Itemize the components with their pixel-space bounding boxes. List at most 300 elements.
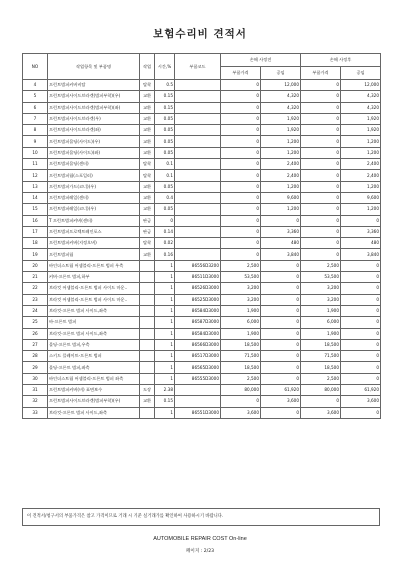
cell-b-labor: 480 — [341, 238, 381, 249]
cell-b-price: 1,900 — [301, 305, 341, 316]
cell-desc: 프런트범퍼프로텍트레인포스 — [48, 226, 140, 237]
cell-desc: 브라킷-프론트 범퍼 사이드,좌측 — [48, 328, 140, 339]
cell-a-labor: 61,920 — [261, 385, 301, 396]
cell-code — [175, 136, 221, 147]
cell-work: 판금 — [140, 226, 155, 237]
cell-b-labor: 9,600 — [341, 192, 381, 203]
cell-a-price: 0 — [221, 192, 261, 203]
cell-b-labor: 4,320 — [341, 102, 381, 113]
cell-b-price: 71,500 — [301, 351, 341, 362]
cell-qty: 0.4 — [155, 192, 175, 203]
cell-desc: 프런트범퍼립 — [48, 249, 140, 260]
cell-qty: 0.05 — [155, 136, 175, 147]
cell-code: 86526D3000 — [175, 283, 221, 294]
table-row — [23, 351, 381, 362]
cell-a-labor: 0 — [261, 215, 301, 226]
cell-a-price: 0 — [221, 215, 261, 226]
cell-b-price: 3,200 — [301, 294, 341, 305]
cell-a-labor: 0 — [261, 305, 301, 316]
cell-a-price: 18,500 — [221, 362, 261, 373]
cell-a-price: 3,200 — [221, 283, 261, 294]
cell-code: 86551D3000 — [175, 407, 221, 418]
cell-a-labor: 12,000 — [261, 80, 301, 91]
cell-a-labor: 0 — [261, 339, 301, 350]
table-row — [23, 362, 381, 373]
table-row — [23, 407, 381, 418]
cell-code — [175, 125, 221, 136]
table-row — [23, 147, 381, 158]
cell-desc: 브라킷 어셈블리-프론트 범퍼 사이드 마운.. — [48, 294, 140, 305]
footer-text: AUTOMOBILE REPAIR COST On-line — [153, 536, 247, 542]
cell-b-price: 0 — [301, 170, 341, 181]
col-b-labor: 공임 — [341, 67, 381, 80]
cell-qty: 1 — [155, 305, 175, 316]
cell-no: 24 — [23, 305, 48, 316]
table-row — [23, 159, 381, 170]
cell-a-labor: 1,200 — [261, 204, 301, 215]
cell-qty: 0.05 — [155, 125, 175, 136]
cell-b-labor: 2,400 — [341, 159, 381, 170]
cell-a-labor: 9,600 — [261, 192, 301, 203]
table-row — [23, 226, 381, 237]
cell-a-price: 6,000 — [221, 317, 261, 328]
cell-qty: 0.05 — [155, 204, 175, 215]
cell-b-price: 0 — [301, 396, 341, 407]
cell-qty: 1 — [155, 328, 175, 339]
cell-work — [140, 294, 155, 305]
cell-b-price: 3,600 — [301, 407, 341, 418]
cell-code — [175, 249, 221, 260]
cell-qty: 0 — [155, 215, 175, 226]
cell-work — [140, 362, 155, 373]
cell-no: 5 — [23, 91, 48, 102]
cell-qty: 0.15 — [155, 396, 175, 407]
cell-a-price: 0 — [221, 226, 261, 237]
cell-a-labor: 2,400 — [261, 159, 301, 170]
table-row — [23, 238, 381, 249]
cell-a-labor: 0 — [261, 407, 301, 418]
cell-desc: 브라킷-프론트 범퍼 사이드,좌측 — [48, 305, 140, 316]
cell-a-price: 80,000 — [221, 385, 261, 396]
cell-desc: 프런트범퍼몰딩(사이드)(좌) — [48, 147, 140, 158]
cell-a-labor: 3,360 — [261, 226, 301, 237]
cell-a-price: 1,900 — [221, 328, 261, 339]
table-row — [23, 249, 381, 260]
cell-no: 16 — [23, 215, 48, 226]
cell-b-labor: 0 — [341, 317, 381, 328]
cell-desc: 프런트범퍼레일(센터) — [48, 192, 140, 203]
col-work: 작업 — [140, 54, 155, 80]
cell-b-labor: 4,320 — [341, 91, 381, 102]
cell-code — [175, 80, 221, 91]
cell-code: 86525D3000 — [175, 294, 221, 305]
cell-b-labor: 1,920 — [341, 113, 381, 124]
cell-work: 탈착 — [140, 238, 155, 249]
cell-b-price: 0 — [301, 113, 341, 124]
table-row — [23, 125, 381, 136]
cell-a-price: 3,600 — [221, 407, 261, 418]
cell-work — [140, 328, 155, 339]
cell-no: 33 — [23, 407, 48, 418]
cell-a-price: 0 — [221, 181, 261, 192]
cell-a-price: 0 — [221, 136, 261, 147]
cell-work: 교환 — [140, 396, 155, 407]
cell-desc: 바-프론트 범퍼 — [48, 317, 140, 328]
cell-b-labor: 0 — [341, 328, 381, 339]
cell-no: 4 — [23, 80, 48, 91]
cell-desc: 프런트범퍼가드(코너)(우) — [48, 181, 140, 192]
cell-no: 18 — [23, 238, 48, 249]
cell-no: 26 — [23, 328, 48, 339]
cell-work — [140, 339, 155, 350]
cell-no: 11 — [23, 159, 48, 170]
cell-b-price: 0 — [301, 204, 341, 215]
cell-work — [140, 260, 155, 271]
cell-a-price: 71,500 — [221, 351, 261, 362]
cell-a-labor: 2,400 — [261, 170, 301, 181]
cell-qty: 0.05 — [155, 181, 175, 192]
col-group-after: 손해 사정후 — [301, 54, 381, 67]
cell-code — [175, 226, 221, 237]
cell-no: 21 — [23, 272, 48, 283]
cell-a-price: 0 — [221, 204, 261, 215]
cell-no: 28 — [23, 351, 48, 362]
cell-desc: 몰딩-프론트 범퍼,좌측 — [48, 362, 140, 373]
cell-work: 교환 — [140, 102, 155, 113]
cell-no: 15 — [23, 204, 48, 215]
cell-b-price: 2,500 — [301, 373, 341, 384]
cell-qty: 1 — [155, 339, 175, 350]
cell-desc: 프런트범퍼몰딩(센터) — [48, 159, 140, 170]
cell-b-labor: 12,000 — [341, 80, 381, 91]
cell-desc: 프런트범퍼커버비탈 — [48, 80, 140, 91]
cell-no: 27 — [23, 339, 48, 350]
cell-a-price: 18,500 — [221, 339, 261, 350]
cell-work: 교환 — [140, 125, 155, 136]
cell-a-labor: 0 — [261, 362, 301, 373]
cell-work: 도장 — [140, 385, 155, 396]
table-row — [23, 91, 381, 102]
cell-qty: 1 — [155, 294, 175, 305]
cell-work — [140, 407, 155, 418]
cell-a-labor: 0 — [261, 351, 301, 362]
cell-no: 10 — [23, 147, 48, 158]
cell-no: 12 — [23, 170, 48, 181]
table-row — [23, 294, 381, 305]
cell-b-price: 6,000 — [301, 317, 341, 328]
cell-work — [140, 272, 155, 283]
cell-qty: 0.15 — [155, 91, 175, 102]
cell-a-price: 2,500 — [221, 260, 261, 271]
cell-b-labor: 0 — [341, 305, 381, 316]
cell-qty: 0.15 — [155, 102, 175, 113]
cell-desc: 프런트범퍼사이드브라켓(범퍼부착)(우) — [48, 91, 140, 102]
cell-a-labor: 1,920 — [261, 125, 301, 136]
col-desc: 작업항목 및 부품명 — [48, 54, 140, 80]
cell-desc: 프런트범퍼사이드브라켓(범퍼부착)(좌) — [48, 102, 140, 113]
cell-work: 교환 — [140, 91, 155, 102]
cell-qty: 1 — [155, 362, 175, 373]
cell-a-labor: 4,320 — [261, 102, 301, 113]
cell-qty: 1 — [155, 317, 175, 328]
table-row — [23, 113, 381, 124]
cell-a-price: 0 — [221, 238, 261, 249]
cell-code: 86587D3000 — [175, 317, 221, 328]
col-code: 부품코드 — [175, 54, 221, 80]
cell-qty: 0.05 — [155, 113, 175, 124]
cell-code — [175, 159, 221, 170]
table-row — [23, 272, 381, 283]
cell-a-price: 0 — [221, 102, 261, 113]
cell-work: 교환 — [140, 113, 155, 124]
cell-code: 86565D3000 — [175, 362, 221, 373]
cell-qty: 1 — [155, 407, 175, 418]
cell-qty: 1 — [155, 373, 175, 384]
cell-b-price: 0 — [301, 136, 341, 147]
cell-code — [175, 102, 221, 113]
cell-a-price: 53,500 — [221, 272, 261, 283]
cell-no: 22 — [23, 283, 48, 294]
cell-code — [175, 385, 221, 396]
cell-b-price: 0 — [301, 238, 341, 249]
cell-a-price: 0 — [221, 80, 261, 91]
cell-work: 탈착 — [140, 170, 155, 181]
cell-no: 29 — [23, 362, 48, 373]
cell-desc: 프런트범퍼레일(코너)(우) — [48, 204, 140, 215]
cell-work: 교환 — [140, 249, 155, 260]
col-no: NO — [23, 54, 48, 80]
cell-qty: 1 — [155, 260, 175, 271]
cell-qty: 0.1 — [155, 159, 175, 170]
cell-work: 교환 — [140, 147, 155, 158]
cell-qty: 0.16 — [155, 249, 175, 260]
cell-b-labor: 0 — [341, 362, 381, 373]
cell-desc: 프런트범퍼사이드브라켓(좌) — [48, 125, 140, 136]
cell-desc: 스키드 플레이트-프론트 범퍼 — [48, 351, 140, 362]
cell-code — [175, 204, 221, 215]
table-row — [23, 80, 381, 91]
cell-b-price: 53,500 — [301, 272, 341, 283]
notice-text: 이 견적서/청구서의 부품가격은 참고 가격이므로 거래 시 기준 실거래가를 확인하여 사용하시기 바랍니다. — [22, 508, 380, 526]
table-row — [23, 215, 381, 226]
table-row — [23, 170, 381, 181]
cell-qty: 0.5 — [155, 80, 175, 91]
cell-no: 30 — [23, 373, 48, 384]
table-row — [23, 339, 381, 350]
cell-b-price: 0 — [301, 91, 341, 102]
cell-work: 탈착 — [140, 159, 155, 170]
cell-code: 86556D3200 — [175, 260, 221, 271]
cell-b-labor: 0 — [341, 283, 381, 294]
document-title: 보험수리비 견적서 — [153, 28, 247, 40]
cell-qty: 2.38 — [155, 385, 175, 396]
cell-a-price: 0 — [221, 113, 261, 124]
cell-a-labor: 480 — [261, 238, 301, 249]
cell-b-labor: 2,400 — [341, 170, 381, 181]
cell-qty: 1 — [155, 351, 175, 362]
cell-a-labor: 1,920 — [261, 113, 301, 124]
col-b-price: 부품가격 — [301, 67, 341, 80]
cell-code: 86517D3000 — [175, 351, 221, 362]
cell-b-labor: 0 — [341, 272, 381, 283]
cell-a-price: 0 — [221, 396, 261, 407]
cell-b-price: 0 — [301, 80, 341, 91]
cell-b-price: 18,500 — [301, 362, 341, 373]
cell-b-labor: 1,200 — [341, 147, 381, 158]
cell-a-labor: 0 — [261, 272, 301, 283]
cell-no: 20 — [23, 260, 48, 271]
cell-b-labor: 0 — [341, 373, 381, 384]
cell-code — [175, 192, 221, 203]
cell-b-labor: 3,840 — [341, 249, 381, 260]
table-row — [23, 317, 381, 328]
cell-b-price: 0 — [301, 159, 341, 170]
cell-a-labor: 0 — [261, 260, 301, 271]
cell-b-price: 2,500 — [301, 260, 341, 271]
cell-no: 32 — [23, 396, 48, 407]
cell-qty: 0.05 — [155, 147, 175, 158]
cell-b-labor: 0 — [341, 294, 381, 305]
cell-no: 7 — [23, 113, 48, 124]
cell-no: 25 — [23, 317, 48, 328]
cell-qty: 1 — [155, 272, 175, 283]
cell-a-labor: 0 — [261, 294, 301, 305]
cell-desc: 프런트범퍼커버(지정오버) — [48, 238, 140, 249]
cell-b-labor: 0 — [341, 351, 381, 362]
cell-work: 판금 — [140, 215, 155, 226]
cell-work: 교환 — [140, 204, 155, 215]
cell-qty: 1 — [155, 283, 175, 294]
cell-b-labor: 0 — [341, 407, 381, 418]
cell-desc: 바인더스트립 어셈블리-프론트 범퍼 우측 — [48, 260, 140, 271]
cell-b-price: 18,500 — [301, 339, 341, 350]
cell-a-labor: 0 — [261, 317, 301, 328]
cell-work — [140, 283, 155, 294]
cell-a-labor: 0 — [261, 328, 301, 339]
cell-a-labor: 1,200 — [261, 147, 301, 158]
cell-a-price: 0 — [221, 249, 261, 260]
cell-b-price: 3,200 — [301, 283, 341, 294]
cell-a-labor: 0 — [261, 373, 301, 384]
cell-code — [175, 113, 221, 124]
cell-no: 13 — [23, 181, 48, 192]
cell-work: 교환 — [140, 136, 155, 147]
cell-a-labor: 4,320 — [261, 91, 301, 102]
cell-a-price: 0 — [221, 170, 261, 181]
cell-work: 교환 — [140, 192, 155, 203]
cell-b-labor: 1,200 — [341, 181, 381, 192]
cell-no: 9 — [23, 136, 48, 147]
cell-desc: 바인더스트립 어셈블리-프론트 범퍼 좌측 — [48, 373, 140, 384]
table-row — [23, 396, 381, 407]
cell-no: 19 — [23, 249, 48, 260]
cell-b-labor: 0 — [341, 215, 381, 226]
table-row — [23, 102, 381, 113]
cell-desc: T 프런트범퍼커버(센터) — [48, 215, 140, 226]
cell-desc: 프런트범퍼사이드브라켓(범퍼부착)(우) — [48, 396, 140, 407]
cell-b-price: 0 — [301, 226, 341, 237]
col-qty: 시간,% — [155, 54, 175, 80]
cell-qty: 0.1 — [155, 170, 175, 181]
cell-a-price: 0 — [221, 159, 261, 170]
cell-desc: 프런트범퍼커버(비) 표면보수 — [48, 385, 140, 396]
cell-qty: 0.14 — [155, 226, 175, 237]
cell-code: 86584D3000 — [175, 328, 221, 339]
cell-a-labor: 3,840 — [261, 249, 301, 260]
cell-code: 86555D3000 — [175, 373, 221, 384]
cell-a-labor: 1,200 — [261, 181, 301, 192]
cell-no: 14 — [23, 192, 48, 203]
cell-b-labor: 3,360 — [341, 226, 381, 237]
cell-a-price: 1,900 — [221, 305, 261, 316]
table-row — [23, 136, 381, 147]
cell-code — [175, 147, 221, 158]
cell-work: 탈착 — [140, 80, 155, 91]
cell-b-price: 1,900 — [301, 328, 341, 339]
cell-a-price: 0 — [221, 91, 261, 102]
cell-work — [140, 373, 155, 384]
cell-code: 86566D3000 — [175, 339, 221, 350]
header-row — [23, 54, 381, 67]
cell-a-labor: 3,600 — [261, 396, 301, 407]
cell-b-price: 0 — [301, 181, 341, 192]
table-row — [23, 283, 381, 294]
cell-b-price: 80,000 — [301, 385, 341, 396]
cell-b-price: 0 — [301, 125, 341, 136]
table-row — [23, 260, 381, 271]
cell-a-labor: 1,200 — [261, 136, 301, 147]
table-row — [23, 192, 381, 203]
col-a-labor: 공임 — [261, 67, 301, 80]
cell-a-price: 2,500 — [221, 373, 261, 384]
cell-code — [175, 181, 221, 192]
cell-code — [175, 170, 221, 181]
table-row — [23, 373, 381, 384]
cell-no: 6 — [23, 102, 48, 113]
cell-desc: 프런트범퍼사이드브라켓(우) — [48, 113, 140, 124]
cell-no: 8 — [23, 125, 48, 136]
cell-b-labor: 1,200 — [341, 204, 381, 215]
cell-a-labor: 0 — [261, 283, 301, 294]
cell-b-labor: 61,920 — [341, 385, 381, 396]
cell-code — [175, 238, 221, 249]
table-body — [23, 80, 381, 419]
cell-code: 86584D3000 — [175, 305, 221, 316]
cell-work — [140, 305, 155, 316]
cell-b-labor: 0 — [341, 260, 381, 271]
cell-work — [140, 317, 155, 328]
cell-a-price: 0 — [221, 147, 261, 158]
table-row — [23, 305, 381, 316]
cell-b-price: 0 — [301, 249, 341, 260]
cell-code: 86511D3000 — [175, 272, 221, 283]
cell-b-price: 0 — [301, 215, 341, 226]
estimate-table — [22, 53, 381, 419]
cell-no: 23 — [23, 294, 48, 305]
cell-no: 31 — [23, 385, 48, 396]
cell-a-price: 3,200 — [221, 294, 261, 305]
col-a-price: 부품가격 — [221, 67, 261, 80]
cell-code — [175, 396, 221, 407]
cell-a-price: 0 — [221, 125, 261, 136]
cell-code — [175, 215, 221, 226]
cell-work — [140, 351, 155, 362]
table-row — [23, 204, 381, 215]
cell-desc: 브라킷-프론트 범퍼 사이드,좌측 — [48, 407, 140, 418]
cell-qty: 0.02 — [155, 238, 175, 249]
cell-desc: 브라킷 어셈블리-프론트 범퍼 사이드 마운.. — [48, 283, 140, 294]
table-row — [23, 181, 381, 192]
